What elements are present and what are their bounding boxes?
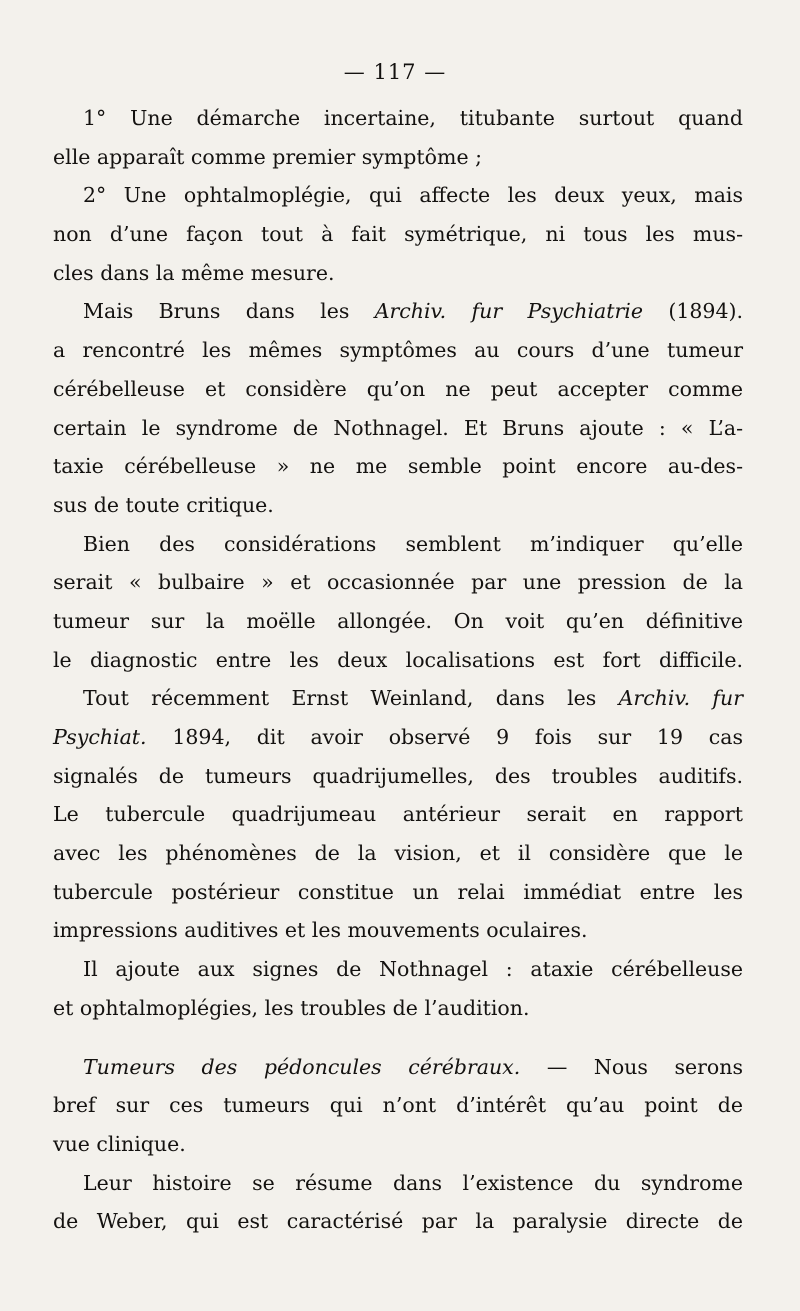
citation-title: Psychiat. xyxy=(53,725,147,749)
text-span: — Nous serons xyxy=(520,1054,743,1079)
text-line: sus de toute critique. xyxy=(53,492,274,517)
text-line: Le tubercule quadrijumeau antérieur serait en rapport xyxy=(53,802,743,827)
text-line: a rencontré les mêmes symptômes au cours d’une tumeur xyxy=(53,338,743,363)
text-span: Tout récemment Ernst Weinland, dans les xyxy=(83,686,619,711)
text-line: avec les phénomènes de la vision, et il considère que le xyxy=(53,841,743,866)
text-line: cles dans la même mesure. xyxy=(53,260,335,285)
text-line: Leur histoire se résume dans l’existence du syndrome xyxy=(83,1170,743,1195)
citation-title: Archiv. fur Psychiatrie xyxy=(374,299,643,324)
text-line xyxy=(53,292,743,331)
text-line: tumeur sur la moëlle allongée. On voit qu’en définitive xyxy=(53,608,743,633)
text-line: taxie cérébelleuse » ne me semble point encore au-des- xyxy=(53,454,743,479)
section-heading: Tumeurs des pédoncules cérébraux. xyxy=(83,1054,521,1079)
section-gap xyxy=(53,1028,743,1048)
text-line: de Weber, qui est caractérisé par la paralysie directe de xyxy=(53,1209,743,1234)
text-line: cérébelleuse et considère qu’on ne peut accepter comme xyxy=(53,376,743,401)
text-span: Mais Bruns dans les xyxy=(83,299,375,324)
text-line: 1° Une démarche incertaine, titubante surtout quand xyxy=(83,106,743,130)
text-line: 2° Une ophtalmoplégie, qui affecte les deux yeux, mais xyxy=(83,183,743,208)
text-line: le diagnostic entre les deux localisations est fort difficile. xyxy=(53,647,743,672)
text-line: bref sur ces tumeurs qui n’ont d’intérêt qu’au point de xyxy=(53,1093,743,1118)
text-line: et ophtalmoplégies, les troubles de l’audition. xyxy=(53,995,530,1020)
text-line xyxy=(53,718,743,757)
text-line xyxy=(53,679,743,718)
text-line: Bien des considérations semblent m’indiquer qu’elle xyxy=(83,531,743,556)
text-line: vue clinique. xyxy=(53,1131,186,1156)
text-span: (1894). xyxy=(642,299,743,324)
text-line: elle apparaît comme premier symptôme ; xyxy=(53,144,482,169)
text-line: non d’une façon tout à fait symétrique, ni tous les mus- xyxy=(53,222,743,247)
text-span: 1894, dit avoir observé 9 fois sur 19 cas xyxy=(146,725,743,749)
text-line: signalés de tumeurs quadrijumelles, des troubles auditifs. xyxy=(53,763,743,788)
body-text xyxy=(53,99,743,1241)
text-line: tubercule postérieur constitue un relai immédiat entre les xyxy=(53,879,743,904)
text-line: certain le syndrome de Nothnagel. Et Bruns ajoute : « L’a- xyxy=(53,415,743,440)
page-number: — 117 — xyxy=(343,60,447,84)
text-line: Il ajoute aux signes de Nothnagel : ataxie cérébelleuse xyxy=(83,957,743,982)
text-line: serait « bulbaire » et occasionnée par une pression de la xyxy=(53,570,743,595)
citation-title: Archiv. fur xyxy=(618,686,743,711)
section-heading-line xyxy=(53,1048,743,1087)
text-line: impressions auditives et les mouvements oculaires. xyxy=(53,918,588,943)
